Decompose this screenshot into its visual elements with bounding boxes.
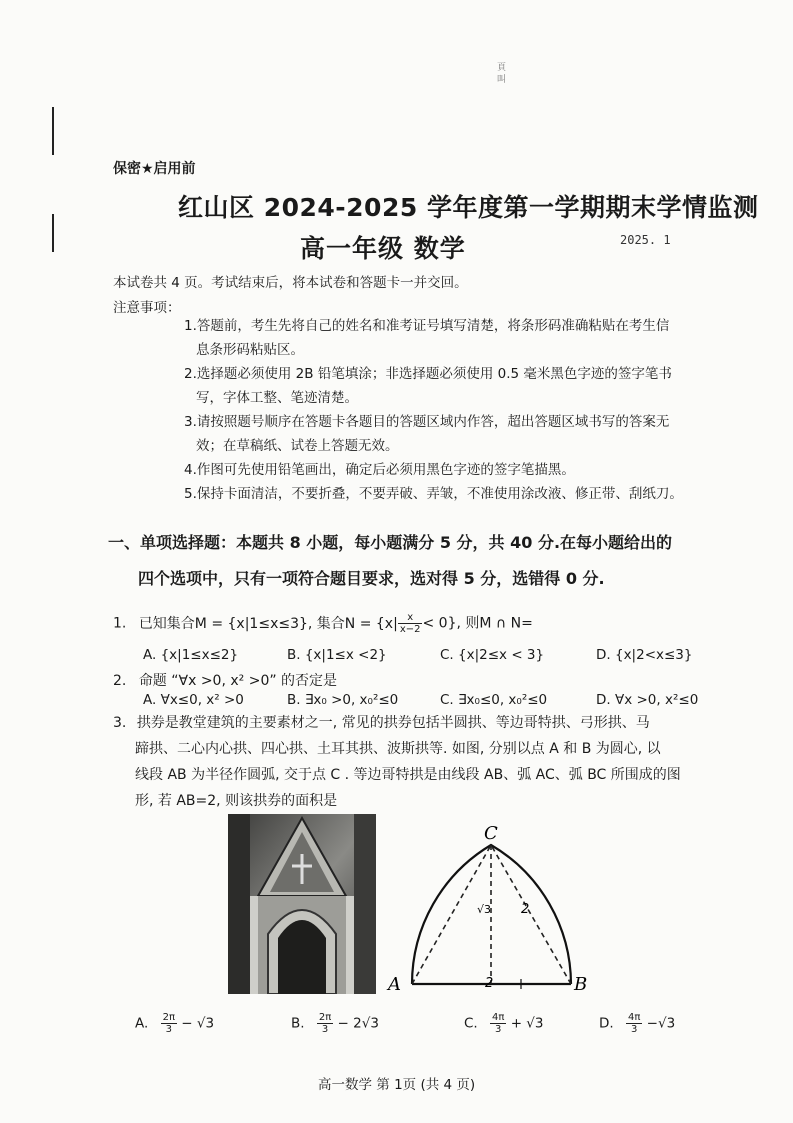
question-number: 2.	[113, 673, 127, 689]
diagram-label-height: √3	[477, 903, 492, 916]
page-footer: 高一数学 第 1页 (共 4 页)	[318, 1077, 476, 1093]
q1-option-a: A. {x|1≤x≤2}	[143, 647, 239, 663]
diagram-label-c: C	[484, 823, 498, 844]
question-1	[113, 612, 533, 635]
question-stem-line1: 拱券是教堂建筑的主要素材之一, 常见的拱券包括半圆拱、等边哥特拱、弓形拱、马	[136, 715, 650, 731]
notice-heading: 注意事项：	[113, 300, 181, 316]
question-stem: 已知集合M = {x|1≤x≤3}, 集合N = {x|	[138, 615, 398, 632]
notice-line: 3.请按照题号顺序在答题卡各题目的答题区域内作答，超出答题区域书写的答案无	[184, 414, 670, 430]
exam-subtitle: 高一年级 数学	[300, 234, 466, 263]
notice-item-3	[184, 410, 696, 458]
binding-mark-top	[52, 107, 54, 155]
fraction: $\frac{x}{x-2}$	[399, 612, 421, 635]
section-heading	[108, 525, 698, 597]
notice-line-cont: 息条形码粘贴区。	[196, 342, 304, 358]
diagram-label-b: B	[574, 974, 588, 995]
question-stem-line4: 形, 若 AB=2, 则该拱券的面积是	[135, 793, 338, 809]
top-mark: 頁 叫	[497, 63, 507, 85]
q1-option-c: C. {x|2≤x < 3}	[440, 647, 545, 663]
notice-item-4	[184, 458, 696, 482]
gothic-arch-photo	[228, 814, 376, 994]
section-heading-line2: 四个选项中，只有一项符合题目要求，选对得 5 分，选错得 0 分.	[138, 569, 605, 588]
exam-title: 红山区 2024-2025 学年度第一学期期末学情监测	[178, 193, 759, 222]
notice-line: 2.选择题必须使用 2B 铅笔填涂；非选择题必须使用 0.5 毫米黑色字迹的签字笔书	[184, 366, 672, 382]
question-number: 3.	[113, 715, 127, 731]
exam-date: 2025. 1	[620, 233, 671, 247]
notice-line-cont: 写，字体工整、笔迹清楚。	[196, 390, 358, 406]
q2-option-b: B. ∃x₀ >0, x₀²≤0	[287, 692, 399, 708]
section-heading-line1: 一、单项选择题：本题共 8 小题，每小题满分 5 分，共 40 分.在每小题给出的	[108, 533, 673, 552]
question-stem: 命题 “∀x >0, x² >0” 的否定是	[138, 673, 338, 689]
notice-line: 1.答题前，考生先将自己的姓名和准考证号填写清楚，将条形码准确粘贴在考生信	[184, 318, 670, 334]
notice-item-5	[184, 482, 696, 506]
confidential-label: 保密★启用前	[113, 161, 196, 177]
question-number: 1.	[113, 615, 127, 632]
notice-line-cont: 效；在草稿纸、试卷上答题无效。	[196, 438, 399, 454]
question-stem-cont: < 0}, 则M ∩ N=	[422, 615, 533, 632]
q3-option-c: C. $\frac{4\pi}{3}$ + √3	[464, 1012, 544, 1035]
diagram-label-side: 2	[521, 902, 530, 917]
notice-item-1	[184, 314, 696, 362]
notice-line: 4.作图可先使用铅笔画出，确定后必须用黑色字迹的签字笔描黑。	[184, 462, 575, 478]
diagram-label-a: A	[388, 974, 401, 995]
question-stem-line2: 蹄拱、二心内心拱、四心拱、土耳其拱、波斯拱等. 如图, 分别以点 A 和 B 为圆心, 以	[135, 741, 661, 757]
q1-option-b: B. {x|1≤x <2}	[287, 647, 387, 663]
q1-option-d: D. {x|2<x≤3}	[596, 647, 693, 663]
binding-mark-bottom	[52, 214, 54, 252]
question-2	[113, 670, 337, 690]
q3-option-b: B. $\frac{2\pi}{3}$ − 2√3	[291, 1012, 379, 1035]
question-stem-line3: 线段 AB 为半径作圆弧, 交于点 C . 等边哥特拱是由线段 AB、弧 AC、弧 BC 所围成的图	[135, 767, 681, 783]
question-3	[113, 710, 698, 814]
diagram-label-base: 2	[485, 976, 494, 991]
arch-diagram	[385, 815, 605, 995]
q3-option-a: A. $\frac{2\pi}{3}$ − √3	[135, 1012, 215, 1035]
intro-text: 本试卷共 4 页。考试结束后，将本试卷和答题卡一并交回。	[113, 275, 468, 291]
q2-option-c: C. ∃x₀≤0, x₀²≤0	[440, 692, 548, 708]
notice-item-2	[184, 362, 696, 410]
q2-option-a: A. ∀x≤0, x² >0	[143, 692, 244, 708]
notice-line: 5.保持卡面清洁，不要折叠，不要弄破、弄皱，不准使用涂改液、修正带、刮纸刀。	[184, 486, 683, 502]
q3-option-d: D. $\frac{4\pi}{3}$ −√3	[599, 1012, 676, 1035]
q2-option-d: D. ∀x >0, x²≤0	[596, 692, 699, 708]
